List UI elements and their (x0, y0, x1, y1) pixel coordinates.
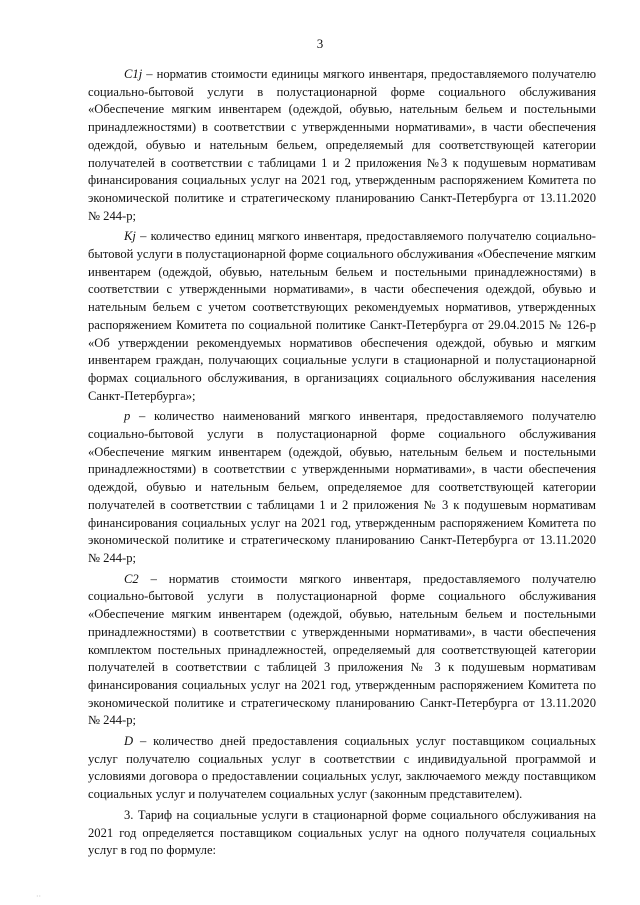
paragraph-c1j-definition (88, 66, 596, 225)
paragraph-text: – норматив стоимости мягкого инвентаря, предоставляемого получателю социально-бытовой услуги в полустационарной форме социального обслуживания «Обеспечение мягким инвентарем (одеждой, обувью, нательным бельем и постельными принадлежностями) в соответствии с утвержденными нормативами», в части обеспечения комплектом постельных принадлежностей, определяемый для соответствующей категории получателей в соответствии с таблицей 3 приложения № 3 к подушевым нормативам финансирования социальных услуг на 2021 год, утвержденным распоряжением Комитета по экономической политике и стратегическому планированию Санкт-Петербурга от 13.11.2020 № 244-р; (88, 571, 596, 728)
formula-symbol: Kj (124, 229, 136, 244)
formula-symbol: D (124, 734, 134, 749)
scan-corner-mark: ·· (36, 892, 42, 901)
formula-symbol: C1j (124, 67, 143, 81)
paragraph-p-definition (88, 408, 596, 567)
paragraph-text: – норматив стоимости единицы мягкого инвентаря, предоставляемого получателю социально-бытовой услуги в полустационарной форме социального обслуживания «Обеспечение мягким инвентарем (одеждой, обувью, нательным бельем и постельными принадлежностями) в соответствии с утвержденными нормативами», в части обеспечения одеждой, обувью и нательным бельем, определяемый для соответствующей категории получателей в соответствии с таблицами 1 и 2 приложения №3 к подушевым нормативам финансирования социальных услуг на 2021 год, утвержденным распоряжением Комитета по экономической политике и стратегическому планированию Санкт-Петербурга от 13.11.2020 № 244-р; (88, 67, 596, 223)
page-number: 3 (316, 36, 324, 51)
paragraph-text: – количество наименований мягкого инвентаря, предоставляемого получателю социально-бытовой услуги в полустационарной форме социального обслуживания «Обеспечение мягким инвентарем (одеждой, обувью, нательным бельем и постельными принадлежностями) в соответствии с утвержденными нормативами», в части обеспечения одеждой, обувью и нательным бельем, определяемое для соответствующей категории получателей в соответствии с таблицами 1 и 2 приложения № 3 к подушевым нормативам финансирования социальных услуг на 2021 год, утвержденным распоряжением Комитета по экономической политике и стратегическому планированию Санкт-Петербурга от 13.11.2020 № 244-р; (88, 409, 596, 565)
formula-symbol: p (124, 409, 131, 424)
paragraph-text: – количество дней предоставления социальных услуг поставщиком социальных услуг получателю социальных услуг в соответствии с индивидуальной программой и условиями договора о предоставлении социальных услуг, заключаемого между поставщиком социальных услуг и получателем социальных услуг (законным представителем). (88, 734, 596, 802)
paragraph-c2-definition (88, 571, 596, 730)
paragraph-kj-definition (88, 228, 596, 405)
paragraph-tariff-section-3 (88, 807, 596, 860)
paragraph-text: – количество единиц мягкого инвентаря, предоставляемого получателю социально-бытовой услуги в полустационарной форме социального обслуживания «Обеспечение мягким инвентарем (одеждой, обувью, нательным бельем и постельными принадлежностями) в соответствии с утвержденными нормативами», в части обеспечения одеждой, обувью и нательным бельем с учетом соответствующих рекомендуемых нормативов, утвержденных распоряжением Комитета по социальной политике Санкт-Петербурга от 29.04.2015 № 126-р «Об утверждении рекомендуемых нормативов обеспечения одеждой, обувью и мягким инвентарем граждан, получающих социальные услуги в стационарной и полустационарной формах социального обслуживания, в организациях социального обслуживания населения Санкт-Петербурга»; (88, 229, 596, 403)
paragraph-d-definition (88, 733, 596, 804)
paragraph-text: 3. Тариф на социальные услуги в стационарной форме социального обслуживания на 2021 год определяется поставщиком социальных услуг на одного получателя социальных услуг в год по формуле: (88, 807, 596, 858)
document-body (88, 66, 596, 863)
formula-symbol: C2 (124, 571, 139, 586)
